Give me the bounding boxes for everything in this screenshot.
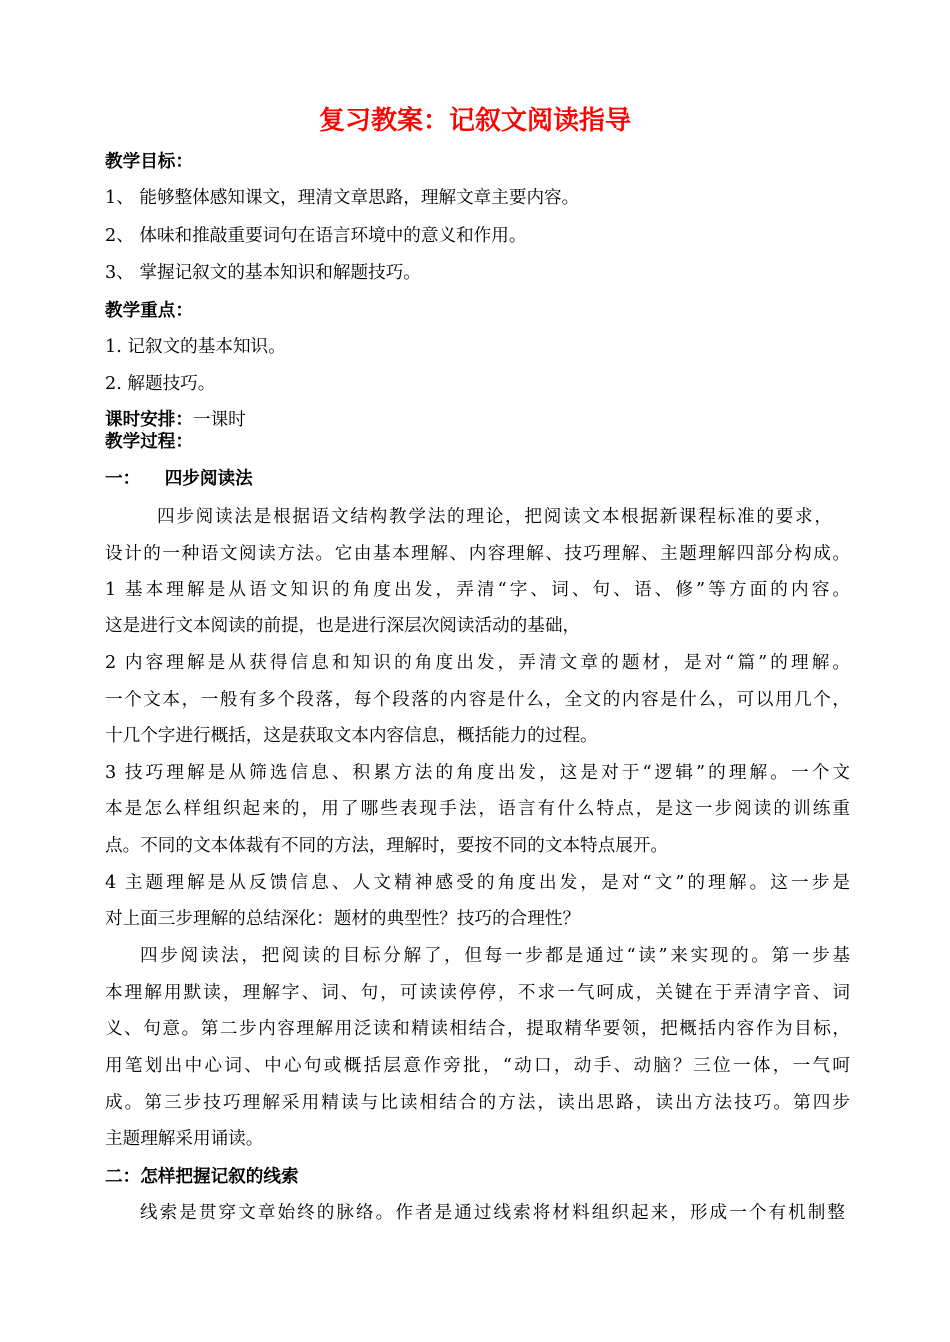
section1-line: 一个文本，一般有多个段落，每个段落的内容是什么，全文的内容是什么，可以用几个，: [105, 690, 850, 710]
section1-line: 这是进行文本阅读的前提，也是进行深层次阅读活动的基础，: [105, 616, 581, 636]
section1-line: 四步阅读法是根据语文结构教学法的理论，把阅读文本根据新课程标准的要求，: [157, 507, 832, 527]
document-title: 复习教案：记叙文阅读指导: [318, 106, 631, 136]
section1-line: 对上面三步理解的总结深化：题材的典型性？技巧的合理性？: [105, 909, 581, 929]
schedule-value: 一课时: [192, 410, 246, 430]
objectives-heading: 教学目标：: [105, 151, 193, 172]
process-heading: 教学过程：: [105, 431, 193, 452]
section1-line: 4 主题理解是从反馈信息、人文精神感受的角度出发，是对“文”的理解。这一步是: [105, 873, 850, 893]
section1-line: 本理解用默读，理解字、词、句，可读读停停，不求一气呵成，关键在于弄清字音、词: [105, 983, 850, 1003]
section1-heading: 一： 四步阅读法: [105, 468, 253, 489]
section2-heading: 二：怎样把握记叙的线索: [105, 1166, 299, 1187]
section1-line: 十几个字进行概括，这是获取文本内容信息，概括能力的过程。: [105, 726, 598, 746]
key-points-heading: 教学重点：: [105, 300, 193, 321]
objective-item-1: 1、 能够整体感知课文，理清文章思路，理解文章主要内容。: [105, 188, 580, 208]
section2-line: 线索是贯穿文章始终的脉络。作者是通过线索将材料组织起来，形成一个有机制整: [140, 1203, 845, 1223]
section1-line: 点。不同的文本体裁有不同的方法，理解时，要按不同的文本特点展开。: [105, 836, 669, 856]
section1-line: 主题理解采用诵读。: [105, 1129, 264, 1149]
section1-line: 本是怎么样组织起来的，用了哪些表现手法，语言有什么特点，是这一步阅读的训练重: [105, 799, 850, 819]
key-point-item-2: 2. 解题技巧。: [105, 374, 216, 394]
section1-line: 1 基本理解是从语文知识的角度出发，弄清“字、词、句、语、修”等方面的内容。: [105, 580, 850, 600]
objective-item-2: 2、 体味和推敲重要词句在语言环境中的意义和作用。: [105, 226, 527, 246]
schedule-label: 课时安排：: [105, 409, 193, 430]
section1-line: 成。第三步技巧理解采用精读与比读相结合的方法，读出思路，读出方法技巧。第四步: [105, 1093, 850, 1113]
objective-item-3: 3、 掌握记叙文的基本知识和解题技巧。: [105, 263, 421, 283]
section1-line: 义、句意。第二步内容理解用泛读和精读相结合，提取精华要领，把概括内容作为目标，: [105, 1019, 850, 1039]
section1-line: 3 技巧理解是从筛选信息、积累方法的角度出发，这是对于“逻辑”的理解。一个文: [105, 763, 850, 783]
section1-line: 四步阅读法，把阅读的目标分解了，但每一步都是通过“读”来实现的。第一步基: [140, 946, 850, 966]
section1-line: 用笔划出中心词、中心句或概括层意作旁批，“动口，动手、动脑？三位一体，一气呵: [105, 1056, 850, 1076]
section1-line: 2 内容理解是从获得信息和知识的角度出发，弄清文章的题材，是对“篇”的理解。: [105, 653, 850, 673]
section1-line: 设计的一种语文阅读方法。它由基本理解、内容理解、技巧理解、主题理解四部分构成。: [105, 544, 850, 564]
key-point-item-1: 1. 记叙文的基本知识。: [105, 337, 286, 357]
